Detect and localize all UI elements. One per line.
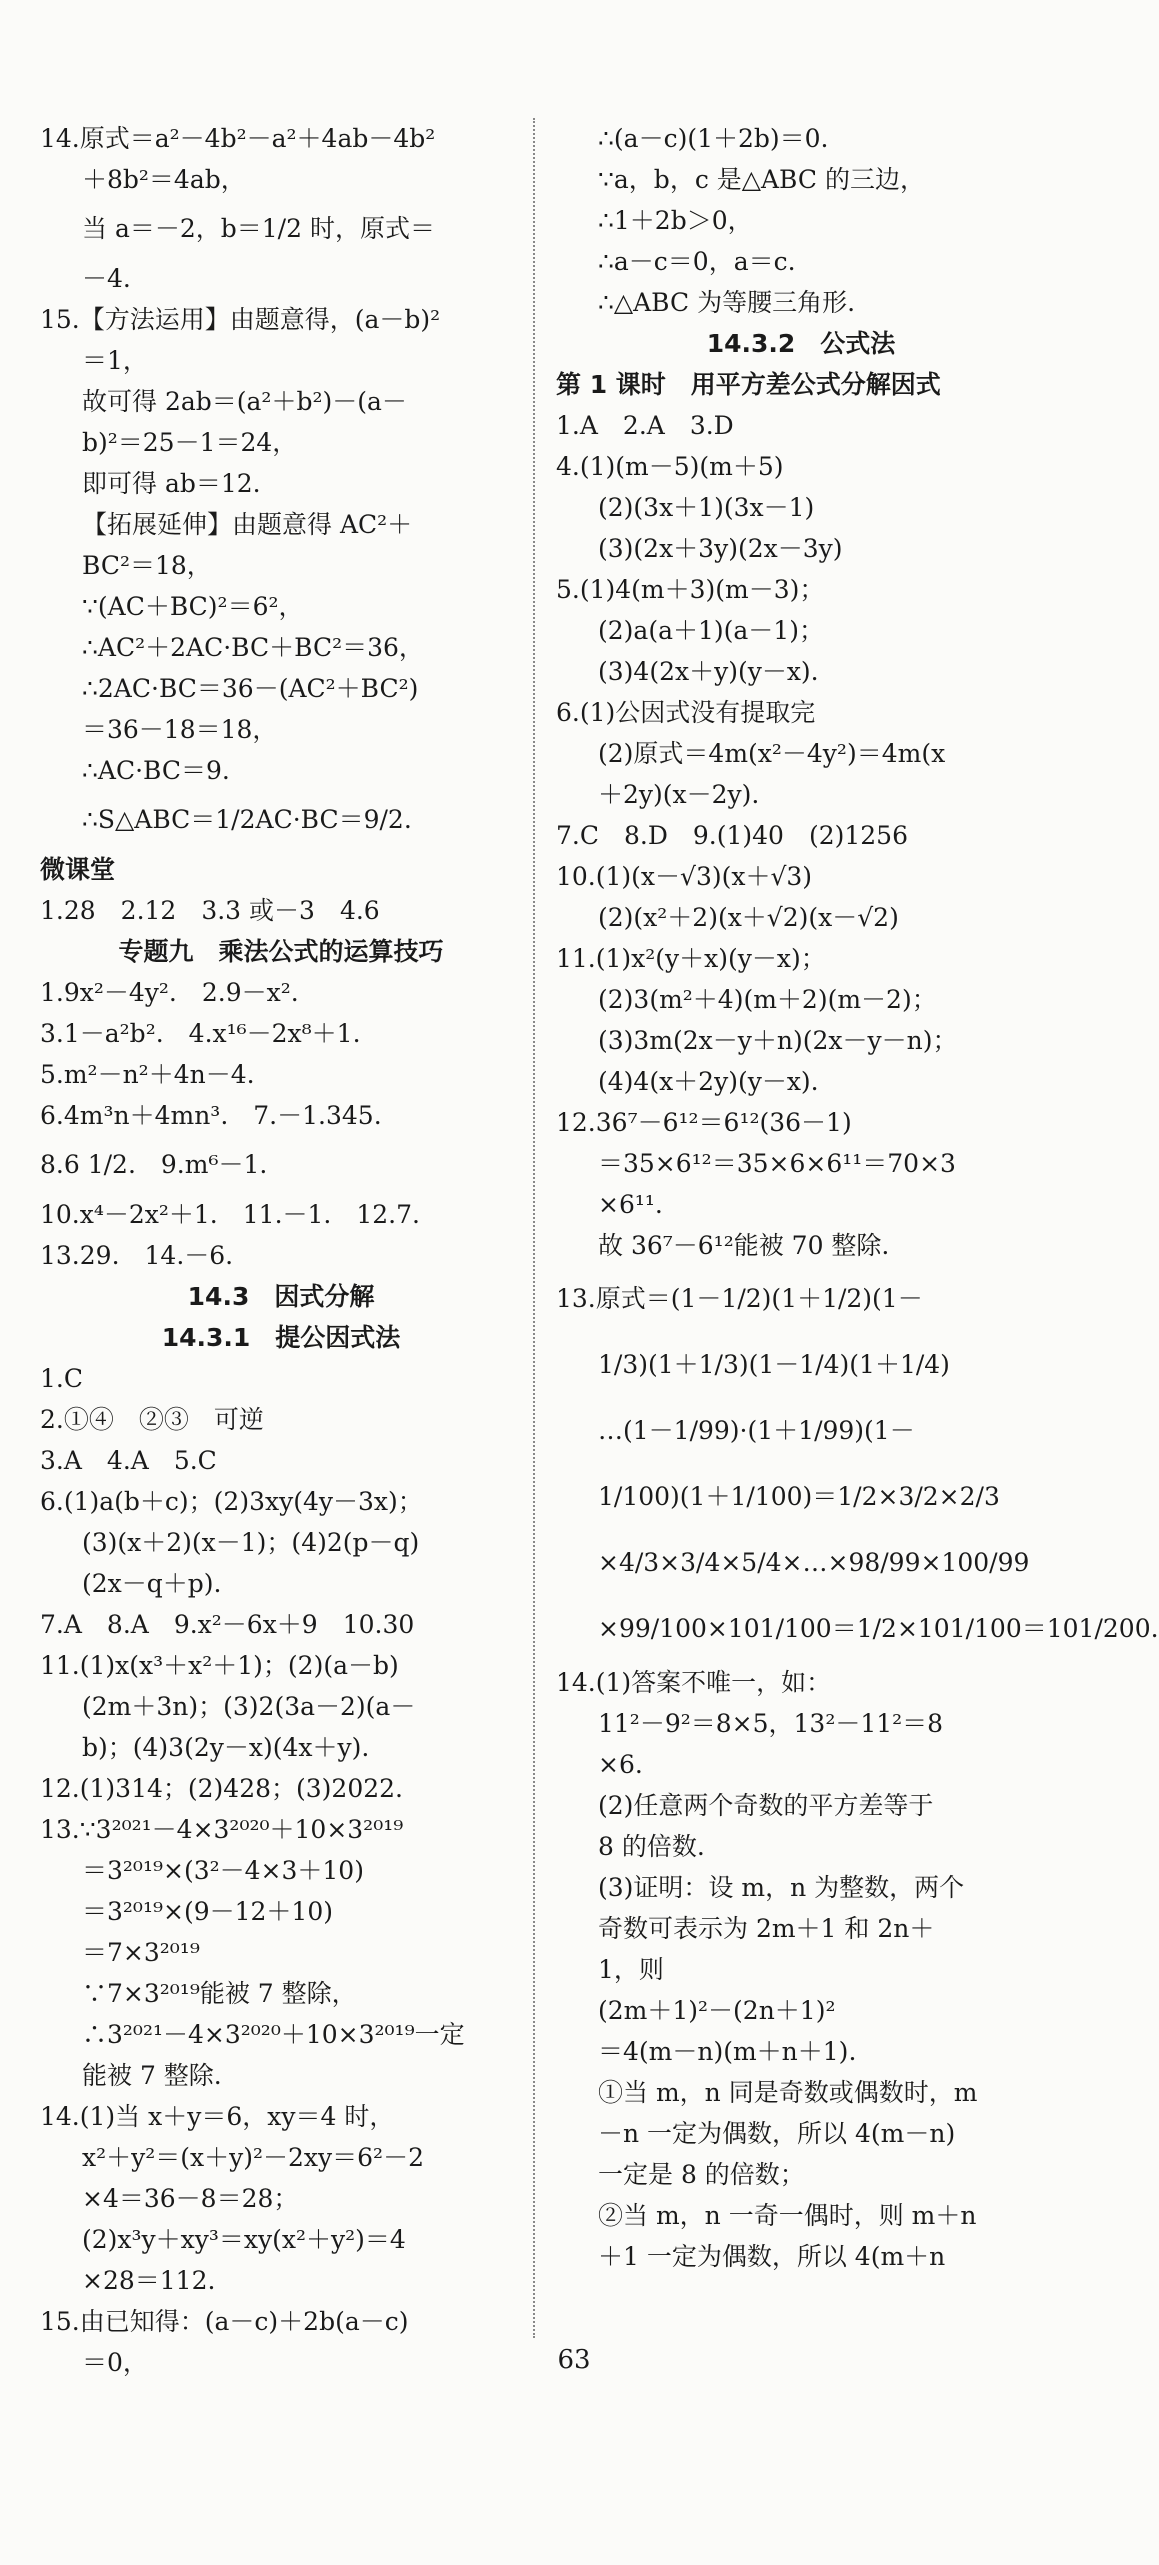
answer-line: 奇数可表示为 2m＋1 和 2n＋ <box>598 1914 935 1943</box>
answer-line: (3)(2x＋3y)(2x－3y) <box>598 534 843 563</box>
answer-line: 故可得 2ab＝(a²＋b²)－(a－ <box>82 387 407 416</box>
answer-line: 14.原式＝a²－4b²－a²＋4ab－4b² <box>40 124 436 153</box>
answer-line: ×6¹¹. <box>598 1190 663 1219</box>
answer-line: 能被 7 整除. <box>82 2061 222 2090</box>
answer-line: 13.原式＝(1－1/2)(1＋1/2)(1－ <box>556 1284 923 1313</box>
answer-line: ＋2y)(x－2y). <box>598 780 760 809</box>
answer-line: ＝4(m－n)(m＋n＋1). <box>598 2037 857 2066</box>
answer-line: ∴(a－c)(1＋2b)＝0. <box>598 124 829 153</box>
answer-line: ②当 m，n 一奇一偶时，则 m＋n <box>598 2201 977 2230</box>
answer-line: ＋1 一定为偶数，所以 4(m＋n <box>598 2242 946 2271</box>
answer-line: 5.m²－n²＋4n－4. <box>40 1060 255 1089</box>
answer-line: ∴1＋2b＞0， <box>598 206 753 235</box>
answer-line: 10.x⁴－2x²＋1. 11.－1. 12.7. <box>40 1200 420 1229</box>
answer-line: 1，则 <box>598 1955 664 1984</box>
right-column <box>556 118 1159 2277</box>
answer-line: 11.(1)x²(y＋x)(y－x)； <box>556 944 826 973</box>
answer-line: 13.29. 14.－6. <box>40 1241 234 1270</box>
answer-line: (2m＋1)²－(2n＋1)² <box>598 1996 836 2025</box>
answer-line: (2)原式＝4m(x²－4y²)＝4m(x <box>598 739 946 768</box>
answer-line: ×6. <box>598 1750 643 1779</box>
answer-line: b)²＝25－1＝24， <box>82 428 298 457</box>
answer-line: －n 一定为偶数，所以 4(m－n) <box>598 2119 956 2148</box>
answer-line: 微课堂 <box>40 855 116 884</box>
answer-line: 6.4m³n＋4mn³. 7.－1.345. <box>40 1101 382 1130</box>
answer-line: ∴2AC·BC＝36－(AC²＋BC²) <box>82 674 419 703</box>
answer-line: ＝3²⁰¹⁹×(9－12＋10) <box>82 1897 333 1926</box>
answer-line: 即可得 ab＝12. <box>82 469 261 498</box>
answer-line: ×4/3×3/4×5/4×…×98/99×100/99 <box>598 1548 1030 1577</box>
answer-line: 7.C 8.D 9.(1)40 (2)1256 <box>556 821 908 850</box>
answer-line: ＝7×3²⁰¹⁹ <box>82 1938 200 1967</box>
answer-line: －4. <box>82 264 131 293</box>
answer-line: 第 1 课时 用平方差公式分解因式 <box>556 370 941 399</box>
answer-line: 14.3 因式分解 <box>187 1282 375 1311</box>
answer-line: 14.3.2 公式法 <box>706 329 896 358</box>
answer-line: ＝36－18＝18， <box>82 715 278 744</box>
answer-line: 1/3)(1＋1/3)(1－1/4)(1＋1/4) <box>598 1350 950 1379</box>
answer-line: (3)4(2x＋y)(y－x). <box>598 657 819 686</box>
answer-line: 7.A 8.A 9.x²－6x＋9 10.30 <box>40 1610 415 1639</box>
answer-line: 6.(1)公因式没有提取完 <box>556 698 816 727</box>
answer-line: 13.∵3²⁰²¹－4×3²⁰²⁰＋10×3²⁰¹⁹ <box>40 1815 404 1844</box>
answer-line: ×4＝36－8＝28； <box>82 2184 299 2213</box>
answer-line: (2x－q＋p). <box>82 1569 222 1598</box>
answer-line: 4.(1)(m－5)(m＋5) <box>556 452 784 481</box>
answer-line: (2)(3x＋1)(3x－1) <box>598 493 815 522</box>
answer-line: b)；(4)3(2y－x)(4x＋y). <box>82 1733 370 1762</box>
answer-line: 6.(1)a(b＋c)；(2)3xy(4y－3x)； <box>40 1487 423 1516</box>
answer-line: ＝0， <box>82 2348 148 2377</box>
answer-line: 当 a＝－2，b＝1/2 时，原式＝ <box>82 214 435 243</box>
answer-line: 2.①④ ②③ 可逆 <box>40 1405 264 1434</box>
answer-line: 12.36⁷－6¹²＝6¹²(36－1) <box>556 1108 852 1137</box>
answer-line: ∴AC²＋2AC·BC＋BC²＝36， <box>82 633 424 662</box>
answer-line: ∴S△ABC＝1/2AC·BC＝9/2. <box>82 805 412 834</box>
answer-line: 8 的倍数. <box>598 1832 705 1861</box>
answer-line: 15.【方法运用】由题意得，(a－b)² <box>40 305 441 334</box>
answer-line: (3)(x＋2)(x－1)；(4)2(p－q) <box>82 1528 420 1557</box>
answer-line: (2)a(a＋1)(a－1)； <box>598 616 824 645</box>
left-column <box>40 118 522 2383</box>
answer-line: 8.6 1/2. 9.m⁶－1. <box>40 1150 268 1179</box>
answer-line: 14.(1)答案不唯一，如： <box>556 1668 832 1697</box>
answer-line: (2)3(m²＋4)(m＋2)(m－2)； <box>598 985 937 1014</box>
answer-line: 【拓展延伸】由题意得 AC²＋ <box>82 510 413 539</box>
answer-line: ∴3²⁰²¹－4×3²⁰²⁰＋10×3²⁰¹⁹一定 <box>82 2020 465 2049</box>
answer-line: 1.9x²－4y². 2.9－x². <box>40 978 299 1007</box>
answer-line: ×99/100×101/100＝1/2×101/100＝101/200. <box>598 1614 1159 1643</box>
answer-line: ×28＝112. <box>82 2266 216 2295</box>
answer-line: ∴AC·BC＝9. <box>82 756 230 785</box>
answer-line: 一定是 8 的倍数； <box>598 2160 805 2189</box>
answer-line: ＋8b²＝4ab， <box>82 165 246 194</box>
answer-line: 10.(1)(x－√3)(x＋√3) <box>556 862 813 891</box>
answer-line: 1.A 2.A 3.D <box>556 411 734 440</box>
answer-line: …(1－1/99)·(1＋1/99)(1－ <box>598 1416 915 1445</box>
answer-line: (2m＋3n)；(3)2(3a－2)(a－ <box>82 1692 416 1721</box>
answer-line: 3.1－a²b². 4.x¹⁶－2x⁸＋1. <box>40 1019 361 1048</box>
answer-line: BC²＝18， <box>82 551 212 580</box>
answer-line: 1.C <box>40 1364 83 1393</box>
answer-line: 14.3.1 提公因式法 <box>161 1323 401 1352</box>
answer-line: 故 36⁷－6¹²能被 70 整除. <box>598 1231 890 1260</box>
answer-line: (2)x³y＋xy³＝xy(x²＋y²)＝4 <box>82 2225 406 2254</box>
answer-line: 3.A 4.A 5.C <box>40 1446 217 1475</box>
answer-line: 1.28 2.12 3.3 或－3 4.6 <box>40 896 380 925</box>
answer-line: ∵(AC＋BC)²＝6²， <box>82 592 304 621</box>
answer-line: ＝3²⁰¹⁹×(3²－4×3＋10) <box>82 1856 364 1885</box>
page-number: 63 <box>557 2345 591 2375</box>
answer-line: 5.(1)4(m＋3)(m－3)； <box>556 575 825 604</box>
answer-line: 11²－9²＝8×5，13²－11²＝8 <box>598 1709 944 1738</box>
answer-line: 专题九 乘法公式的运算技巧 <box>118 937 444 966</box>
answer-line: ∵a，b，c 是△ABC 的三边， <box>598 165 925 194</box>
answer-line: 15.由已知得：(a－c)＋2b(a－c) <box>40 2307 409 2336</box>
answer-line: (4)4(x＋2y)(y－x). <box>598 1067 819 1096</box>
answer-line: (3)3m(2x－y＋n)(2x－y－n)； <box>598 1026 958 1055</box>
column-divider <box>533 118 535 2338</box>
answer-line: 11.(1)x(x³＋x²＋1)；(2)(a－b) <box>40 1651 399 1680</box>
answer-line: ∴a－c＝0，a＝c. <box>598 247 796 276</box>
answer-line: x²＋y²＝(x＋y)²－2xy＝6²－2 <box>82 2143 424 2172</box>
answer-line: ①当 m，n 同是奇数或偶数时，m <box>598 2078 978 2107</box>
answer-line: ＝35×6¹²＝35×6×6¹¹＝70×3 <box>598 1149 956 1178</box>
answer-line: 1/100)(1＋1/100)＝1/2×3/2×2/3 <box>598 1482 1000 1511</box>
answer-line: (2)任意两个奇数的平方差等于 <box>598 1791 934 1820</box>
answer-line: 14.(1)当 x＋y＝6，xy＝4 时， <box>40 2102 395 2131</box>
answer-line: (2)(x²＋2)(x＋√2)(x－√2) <box>598 903 899 932</box>
answer-line: (3)证明：设 m，n 为整数，两个 <box>598 1873 965 1902</box>
answer-line: ∴△ABC 为等腰三角形. <box>598 288 856 317</box>
answer-line: ∵7×3²⁰¹⁹能被 7 整除， <box>82 1979 357 2008</box>
answer-line: ＝1， <box>82 346 148 375</box>
answer-line: 12.(1)314；(2)428；(3)2022. <box>40 1774 404 1803</box>
